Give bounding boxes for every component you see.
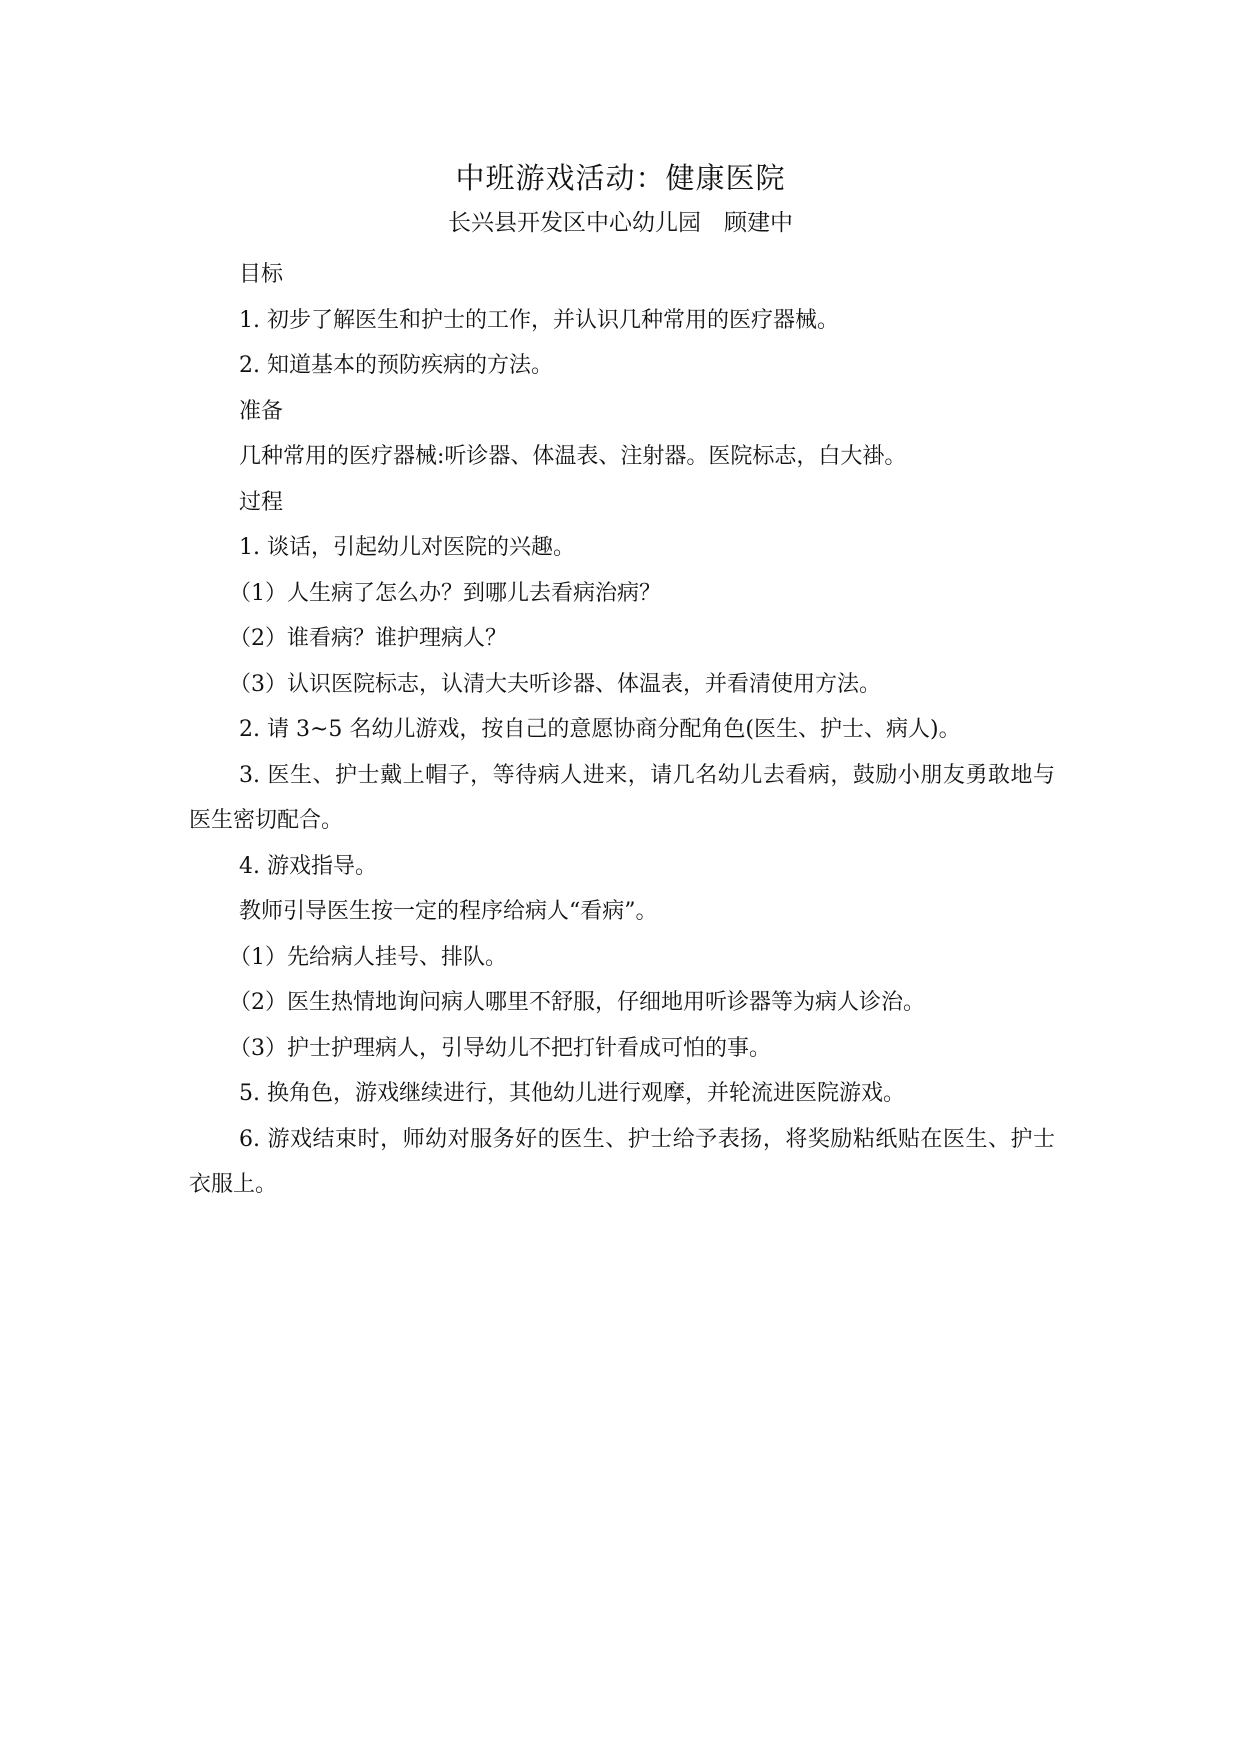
process-step-5: 5. 换角色，游戏继续进行，其他幼儿进行观摩，并轮流进医院游戏。 xyxy=(239,1081,905,1106)
preparation-text: 几种常用的医疗器械:听诊器、体温表、注射器。医院标志，白大褂。 xyxy=(239,444,907,469)
process-step-4-intro: 教师引导医生按一定的程序给病人“看病”。 xyxy=(239,899,658,924)
process-step-1: 1. 谈话，引起幼儿对医院的兴趣。 xyxy=(239,535,575,560)
process-step-2: 2. 请 3~5 名幼儿游戏，按自己的意愿协商分配角色(医生、护士、病人)。 xyxy=(239,717,961,742)
process-step-4-sub-1: （1）先给病人挂号、排队。 xyxy=(229,944,507,970)
goal-item-2: 2. 知道基本的预防疾病的方法。 xyxy=(239,353,553,378)
process-step-4-sub-3: （3）护士护理病人，引导幼儿不把打针看成可怕的事。 xyxy=(229,1035,771,1061)
section-heading-preparation: 准备 xyxy=(239,398,284,424)
goal-item-1: 1. 初步了解医生和护士的工作，并认识几种常用的医疗器械。 xyxy=(239,307,839,333)
process-step-4-sub-2: （2）医生热情地询问病人哪里不舒服，仔细地用听诊器等为病人诊治。 xyxy=(229,990,925,1015)
process-step-6: 6. 游戏结束时，师幼对服务好的医生、护士给予表扬，将奖励粘纸贴在医生、护士衣服上。 xyxy=(189,1126,1055,1197)
process-step-4: 4. 游戏指导。 xyxy=(239,853,377,879)
document-title: 中班游戏活动：健康医院 xyxy=(455,161,786,195)
process-step-1-sub-1: （1）人生病了怎么办？到哪儿去看病治病？ xyxy=(229,580,661,606)
process-step-1-sub-2: （2）谁看病？谁护理病人？ xyxy=(229,626,507,651)
document-subtitle: 长兴县开发区中心幼儿园 顾建中 xyxy=(448,210,793,236)
process-step-1-sub-3: （3）认识医院标志，认清大夫听诊器、体温表，并看清使用方法。 xyxy=(229,671,881,697)
process-step-3: 3. 医生、护士戴上帽子，等待病人进来，请几名幼儿去看病，鼓励小朋友勇敢地与医生密切配合。 xyxy=(189,762,1055,833)
document-body xyxy=(189,252,1055,1208)
section-heading-goals: 目标 xyxy=(239,262,284,287)
section-heading-process: 过程 xyxy=(239,489,284,515)
